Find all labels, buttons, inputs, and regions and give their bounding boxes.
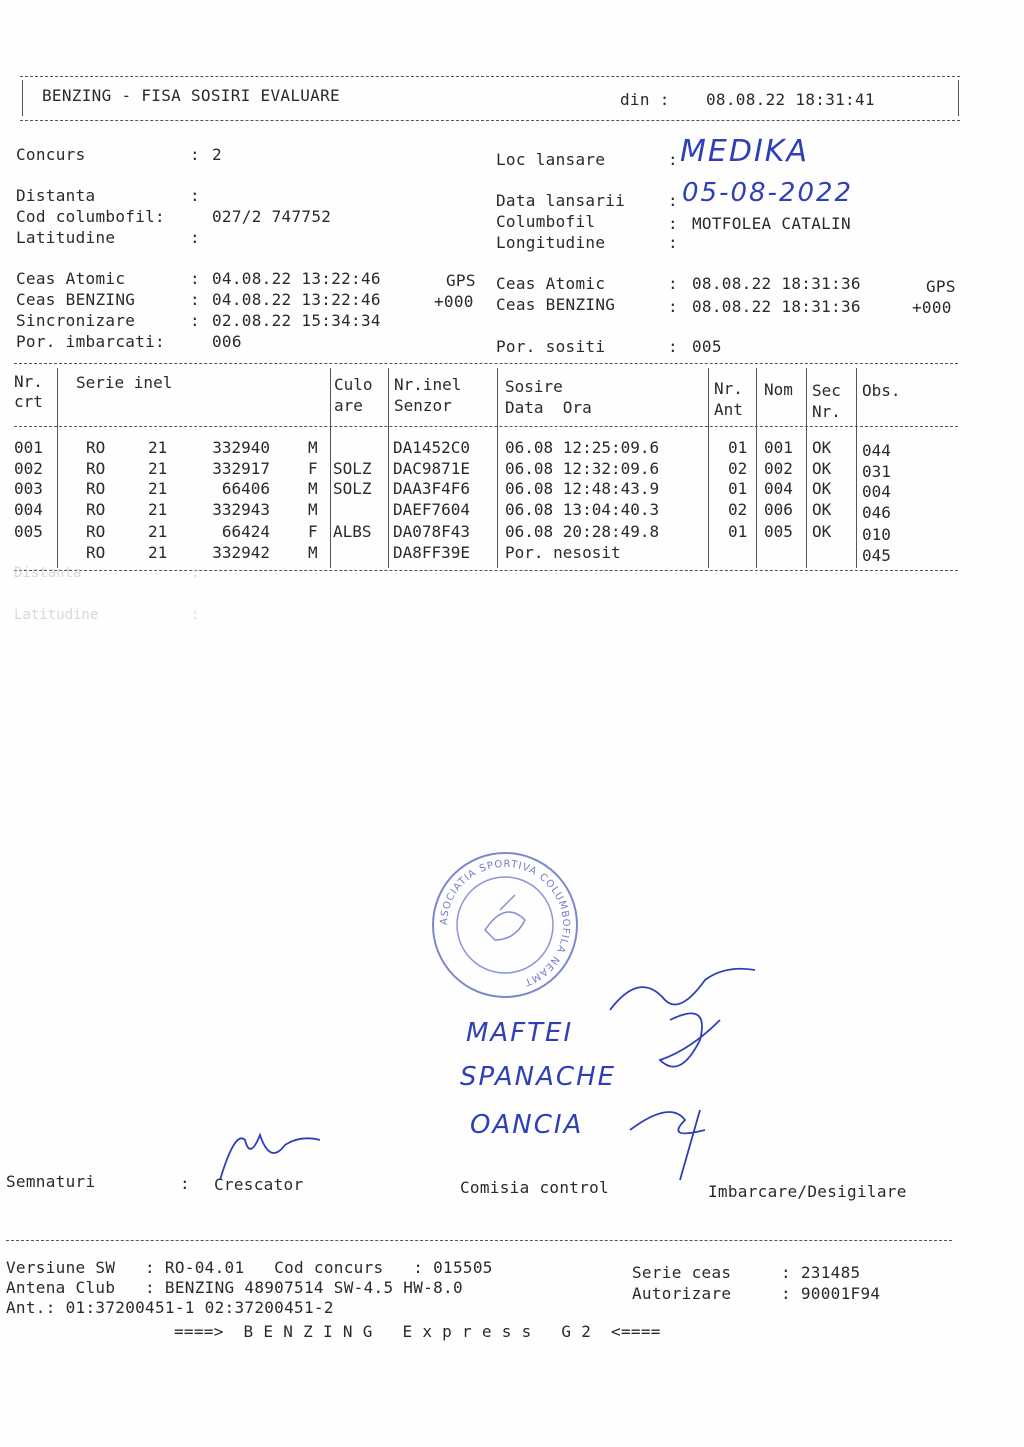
ceas-atomic-left-label: Ceas Atomic xyxy=(16,269,126,288)
row-country: RO xyxy=(86,522,106,542)
ceas-benzing-left-label: Ceas BENZING xyxy=(16,290,136,309)
sincronizare-value: 02.08.22 15:34:34 xyxy=(212,311,381,330)
association-stamp xyxy=(430,850,580,1000)
row-arrival: 06.08 20:28:49.8 xyxy=(505,522,660,542)
row-sex: M xyxy=(308,499,318,519)
row-obs: 044 xyxy=(862,441,891,460)
row-year: 21 xyxy=(148,522,168,542)
row-obs: 031 xyxy=(862,461,891,481)
row-ring-number: 332942 xyxy=(212,543,270,562)
footer-line2-left: Antena Club : BENZING 48907514 SW-4.5 HW-8.0 xyxy=(6,1278,463,1297)
longitudine-label: Longitudine xyxy=(496,233,606,252)
row-sex: M xyxy=(308,438,318,457)
latitudine-colon: : xyxy=(190,228,200,247)
row-sensor: DAC9871E xyxy=(393,458,471,478)
col-header-ant-1: Nr. xyxy=(714,379,743,398)
latitudine-label: Latitudine xyxy=(16,228,116,247)
olive-branch-icon xyxy=(500,895,515,910)
row-country: RO xyxy=(86,479,106,499)
row-obs: 004 xyxy=(862,482,891,502)
ceas-atomic-left-colon: : xyxy=(190,269,200,288)
row-arrival: 06.08 12:32:09.6 xyxy=(505,458,660,478)
ceas-benzing-right-value: 08.08.22 18:31:36 xyxy=(692,297,861,316)
row-obs: 046 xyxy=(862,502,891,522)
col-header-sec-2: Nr. xyxy=(812,402,841,421)
row-sensor: DAEF7604 xyxy=(393,499,471,519)
ceas-atomic-right-value: 08.08.22 18:31:36 xyxy=(692,274,861,293)
ceas-atomic-left-suffix: GPS xyxy=(446,271,476,290)
col-sep xyxy=(57,368,58,568)
row-nom: 006 xyxy=(764,499,793,519)
col-sep xyxy=(756,368,757,568)
row-arrival: 06.08 12:48:43.9 xyxy=(505,479,660,499)
row-sec: OK xyxy=(812,438,832,457)
row-antenna: 01 xyxy=(728,438,748,457)
row-arrival: Por. nesosit xyxy=(505,543,621,562)
row-year: 21 xyxy=(148,458,168,478)
dove-icon xyxy=(485,912,525,940)
row-sensor: DAA3F4F6 xyxy=(393,479,471,499)
row-nr: 003 xyxy=(14,479,43,499)
col-sep xyxy=(806,368,807,568)
ceas-atomic-left-value: 04.08.22 13:22:46 xyxy=(212,269,381,288)
row-year: 21 xyxy=(148,438,168,457)
row-ring-number: 332943 xyxy=(212,499,270,519)
committee-signature-scribble xyxy=(600,960,760,1200)
col-sep xyxy=(388,368,389,568)
row-ring-number: 66406 xyxy=(221,479,270,499)
imbarcare-label: Imbarcare/Desigilare xyxy=(708,1182,907,1201)
svg-text:ASOCIATIA SPORTIVA COLUMBOFILA xyxy=(439,859,571,988)
row-nom: 005 xyxy=(764,522,793,542)
stamp-text: ASOCIATIA SPORTIVA COLUMBOFILA NEAMT xyxy=(438,858,572,988)
row-color: SOLZ xyxy=(333,479,372,499)
ceas-benzing-right-colon: : xyxy=(668,297,678,316)
row-nom: 004 xyxy=(764,479,793,499)
col-sep xyxy=(330,368,331,568)
row-sex: F xyxy=(308,458,318,478)
col-sep xyxy=(708,368,709,568)
row-year: 21 xyxy=(148,479,168,499)
data-lansarii-value: 05-08-2022 xyxy=(682,178,854,208)
col-header-inel-1: Nr.inel xyxy=(394,375,462,394)
footer-antenna-line: Ant.: 01:37200451-1 02:37200451-2 xyxy=(6,1298,334,1317)
concurs-colon: : xyxy=(190,145,200,164)
bleed-through-text: Distanta : xyxy=(14,565,200,581)
report-date-label: din : xyxy=(620,90,670,109)
col-header-data-ora: Data Ora xyxy=(505,398,592,417)
col-sep xyxy=(497,368,498,568)
row-year: 21 xyxy=(148,543,168,562)
row-country: RO xyxy=(86,543,106,562)
header-top-border xyxy=(20,76,960,77)
row-nr: 002 xyxy=(14,458,43,478)
row-color: ALBS xyxy=(333,522,372,542)
handwritten-name-maftei: MAFTEI xyxy=(466,1018,574,1048)
row-antenna: 02 xyxy=(728,499,748,519)
semnaturi-label: Semnaturi xyxy=(6,1172,96,1191)
row-sex: M xyxy=(308,479,318,499)
cod-columbofil-label: Cod columbofil: xyxy=(16,207,165,226)
crescator-label: Crescator xyxy=(214,1175,304,1194)
row-sex: M xyxy=(308,543,318,562)
por-sositi-label: Por. sositi xyxy=(496,337,606,356)
data-lansarii-label: Data lansarii xyxy=(496,191,626,210)
row-country: RO xyxy=(86,438,106,457)
col-header-sosire: Sosire xyxy=(505,377,563,396)
sincronizare-label: Sincronizare xyxy=(16,311,136,330)
row-sex: F xyxy=(308,522,318,542)
bleed-through-text: Latitudine : xyxy=(14,607,200,623)
row-arrival: 06.08 13:04:40.3 xyxy=(505,499,660,519)
col-header-sec-1: Sec xyxy=(812,381,841,400)
row-sensor: DA1452C0 xyxy=(393,438,471,457)
row-antenna: 01 xyxy=(728,522,748,542)
footer-banner: ====> B E N Z I N G E x p r e s s G 2 <==== xyxy=(174,1322,661,1341)
col-header-nr: Nr. xyxy=(14,372,43,391)
row-nom: 002 xyxy=(764,458,793,478)
col-header-inel-2: Senzor xyxy=(394,396,452,415)
row-color: SOLZ xyxy=(333,458,372,478)
columbofil-label: Columbofil xyxy=(496,212,596,231)
ceas-atomic-right-label: Ceas Atomic xyxy=(496,274,606,293)
sincronizare-colon: : xyxy=(190,311,200,330)
row-nr: 001 xyxy=(14,438,43,457)
row-obs: 010 xyxy=(862,525,891,545)
loc-lansare-label: Loc lansare xyxy=(496,150,606,169)
ceas-benzing-right-suffix: +000 xyxy=(912,298,952,317)
row-year: 21 xyxy=(148,499,168,519)
col-header-culoare-2: are xyxy=(334,396,363,415)
row-nr: 004 xyxy=(14,499,43,519)
table-header-border xyxy=(14,426,958,427)
columbofil-value: MOTFOLEA CATALIN xyxy=(692,214,851,233)
distanta-colon: : xyxy=(190,186,200,205)
ceas-benzing-left-colon: : xyxy=(190,290,200,309)
handwritten-name-spanache: SPANACHE xyxy=(460,1062,617,1092)
por-imbarcati-label: Por. imbarcati: xyxy=(16,332,165,351)
header-bottom-border xyxy=(20,120,960,121)
row-nr: 005 xyxy=(14,522,43,542)
semnaturi-colon: : xyxy=(180,1174,190,1193)
row-antenna: 01 xyxy=(728,479,748,499)
footer-line2-right: Autorizare : 90001F94 xyxy=(632,1284,881,1303)
col-header-crt: crt xyxy=(14,392,43,411)
por-sositi-value: 005 xyxy=(692,337,722,356)
distanta-label: Distanta xyxy=(16,186,96,205)
row-sensor: DA8FF39E xyxy=(393,543,471,562)
header-left-border xyxy=(22,80,23,116)
row-sec: OK xyxy=(812,522,832,542)
handwritten-name-oancia: OANCIA xyxy=(470,1110,584,1140)
row-antenna: 02 xyxy=(728,458,748,478)
row-ring-number: 332917 xyxy=(212,458,270,478)
col-header-nom: Nom xyxy=(764,380,793,399)
data-lansarii-colon: : xyxy=(668,191,678,210)
ceas-atomic-right-suffix: GPS xyxy=(926,277,956,296)
row-country: RO xyxy=(86,458,106,478)
row-obs: 045 xyxy=(862,546,891,565)
report-title: BENZING - FISA SOSIRI EVALUARE xyxy=(42,86,340,105)
col-sep xyxy=(856,368,857,568)
footer-line1-left: Versiune SW : RO-04.01 Cod concurs : 015505 xyxy=(6,1258,493,1277)
col-header-serie: Serie inel xyxy=(76,373,173,392)
por-imbarcati-value: 006 xyxy=(212,332,242,351)
ceas-benzing-right-label: Ceas BENZING xyxy=(496,295,616,314)
header-right-border xyxy=(958,80,959,116)
loc-lansare-value: MEDIKA xyxy=(680,134,809,169)
row-sec: OK xyxy=(812,479,832,499)
row-country: RO xyxy=(86,499,106,519)
comisia-control-label: Comisia control xyxy=(460,1178,609,1197)
concurs-label: Concurs xyxy=(16,145,86,164)
row-ring-number: 332940 xyxy=(212,438,270,457)
col-header-ant-2: Ant xyxy=(714,400,743,419)
row-sec: OK xyxy=(812,499,832,519)
concurs-value: 2 xyxy=(212,145,222,164)
row-sec: OK xyxy=(812,458,832,478)
footer-top-border xyxy=(6,1240,952,1241)
ceas-benzing-left-value: 04.08.22 13:22:46 xyxy=(212,290,381,309)
cod-columbofil-value: 027/2 747752 xyxy=(212,207,332,226)
row-arrival: 06.08 12:25:09.6 xyxy=(505,438,660,457)
ceas-atomic-right-colon: : xyxy=(668,274,678,293)
row-nom: 001 xyxy=(764,438,793,457)
columbofil-colon: : xyxy=(668,214,678,233)
table-top-border xyxy=(14,363,958,364)
row-sensor: DA078F43 xyxy=(393,522,471,542)
col-header-culoare-1: Culo xyxy=(334,375,373,394)
por-sositi-colon: : xyxy=(668,337,678,356)
report-date-value: 08.08.22 18:31:41 xyxy=(706,90,875,109)
footer-line1-right: Serie ceas : 231485 xyxy=(632,1263,861,1282)
col-header-obs: Obs. xyxy=(862,381,901,400)
row-ring-number: 66424 xyxy=(221,522,270,542)
ceas-benzing-left-suffix: +000 xyxy=(434,292,474,311)
loc-lansare-colon: : xyxy=(668,150,678,169)
longitudine-colon: : xyxy=(668,233,678,252)
